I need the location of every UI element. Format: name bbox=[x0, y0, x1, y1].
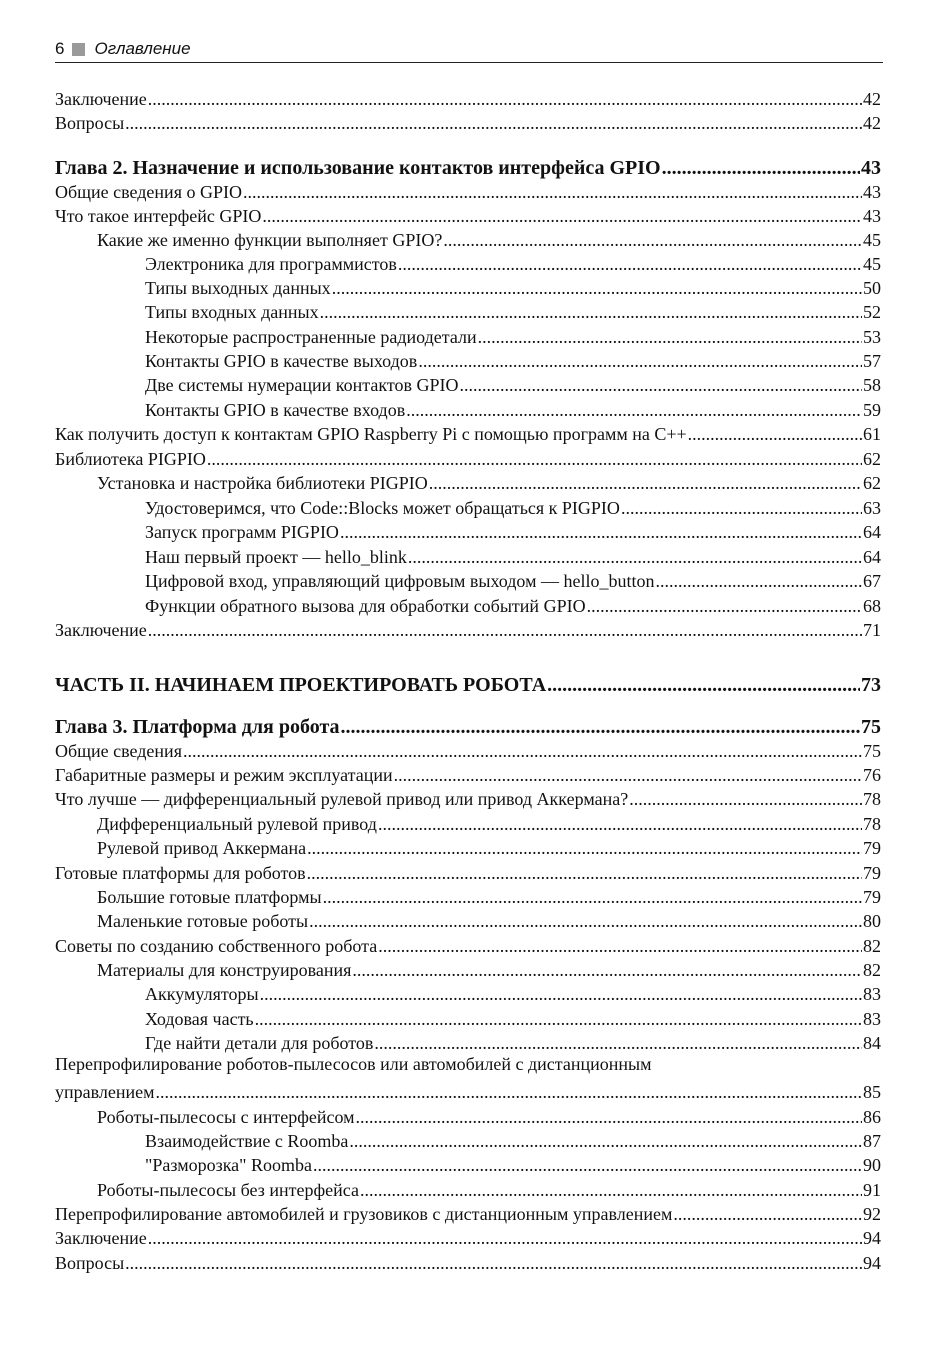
toc-page-number: 78 bbox=[863, 789, 881, 809]
toc-entry[interactable] bbox=[55, 225, 881, 251]
toc-entry[interactable] bbox=[55, 931, 881, 957]
toc-entry-title: Готовые платформы для роботов bbox=[55, 863, 306, 883]
toc-page-number: 43 bbox=[863, 206, 881, 226]
toc-entry[interactable] bbox=[55, 1102, 881, 1128]
dot-leader bbox=[688, 423, 862, 445]
dot-leader bbox=[340, 521, 862, 543]
toc-entry[interactable] bbox=[55, 566, 881, 592]
page-number: 6 bbox=[55, 39, 65, 58]
toc-page-number: 75 bbox=[861, 716, 881, 738]
toc-entry[interactable] bbox=[55, 615, 881, 641]
toc-page-number: 75 bbox=[863, 741, 881, 761]
toc-entry-title: Некоторые распространенные радиодетали bbox=[145, 327, 477, 347]
toc-heading[interactable] bbox=[55, 666, 881, 696]
dot-leader bbox=[655, 570, 862, 592]
toc-page-number: 80 bbox=[863, 911, 881, 931]
toc-page-number: 91 bbox=[863, 1180, 881, 1200]
toc-entry-title: Наш первый проект — hello_blink bbox=[145, 547, 407, 567]
toc-entry-title: Функции обратного вызова для обработки событий GPIO bbox=[145, 596, 586, 616]
toc-entry-title: Общие сведения о GPIO bbox=[55, 182, 242, 202]
toc-page-number: 73 bbox=[861, 674, 881, 696]
toc-page-number: 64 bbox=[863, 522, 881, 542]
toc-entry[interactable] bbox=[55, 273, 881, 299]
dot-leader bbox=[309, 910, 862, 932]
toc-entry-title: Глава 3. Платформа для робота bbox=[55, 716, 340, 738]
toc-entry-title: Удостоверимся, что Code::Blocks может обращаться к PIGPIO bbox=[145, 498, 620, 518]
toc-entry[interactable] bbox=[55, 736, 881, 762]
dot-leader bbox=[673, 1203, 862, 1225]
running-header bbox=[55, 36, 883, 63]
toc-entry[interactable] bbox=[55, 858, 881, 884]
toc-page-number: 61 bbox=[863, 424, 881, 444]
toc-page-number: 57 bbox=[863, 351, 881, 371]
toc-page-number: 71 bbox=[863, 620, 881, 640]
dot-leader bbox=[547, 674, 860, 696]
dot-leader bbox=[255, 1008, 862, 1030]
toc-entry-title: Что такое интерфейс GPIO bbox=[55, 206, 262, 226]
toc-entry[interactable] bbox=[55, 517, 881, 543]
toc-page-number: 94 bbox=[863, 1253, 881, 1273]
toc-page-number: 79 bbox=[863, 887, 881, 907]
dot-leader bbox=[243, 181, 862, 203]
toc-entry-title: Две системы нумерации контактов GPIO bbox=[145, 375, 459, 395]
dot-leader bbox=[429, 472, 862, 494]
toc-entry-title: Электроника для программистов bbox=[145, 254, 397, 274]
toc-page-number: 50 bbox=[863, 278, 881, 298]
toc-entry-title: Вопросы bbox=[55, 113, 125, 133]
dot-leader bbox=[356, 1106, 862, 1128]
toc-page-number: 78 bbox=[863, 814, 881, 834]
toc-entry-title: Большие готовые платформы bbox=[97, 887, 322, 907]
dot-leader bbox=[378, 935, 862, 957]
toc-entry-title: Вопросы bbox=[55, 1253, 125, 1273]
dot-leader bbox=[320, 301, 862, 323]
dot-leader bbox=[307, 862, 862, 884]
toc-entry[interactable] bbox=[55, 1150, 881, 1176]
toc-entry[interactable] bbox=[55, 760, 881, 786]
dot-leader bbox=[156, 1081, 862, 1103]
toc-entry-title: Контакты GPIO в качестве выходов bbox=[145, 351, 418, 371]
toc-entry-title: Советы по созданию собственного робота bbox=[55, 936, 378, 956]
toc-page-number: 82 bbox=[863, 960, 881, 980]
toc-entry-title: Заключение bbox=[55, 89, 147, 109]
toc-entry-title: Типы выходных данных bbox=[145, 278, 331, 298]
toc-entry[interactable] bbox=[55, 1223, 881, 1249]
dot-leader bbox=[398, 253, 862, 275]
toc-page-number: 82 bbox=[863, 936, 881, 956]
toc-entry[interactable] bbox=[55, 809, 881, 835]
toc-entry-title: ЧАСТЬ II. НАЧИНАЕМ ПРОЕКТИРОВАТЬ РОБОТА bbox=[55, 674, 547, 696]
toc-page-number: 53 bbox=[863, 327, 881, 347]
dot-leader bbox=[406, 399, 862, 421]
toc-entry[interactable] bbox=[55, 542, 881, 568]
toc-entry-title: Типы входных данных bbox=[145, 302, 319, 322]
dot-leader bbox=[313, 1154, 862, 1176]
dot-leader bbox=[443, 229, 862, 251]
toc-page-number: 83 bbox=[863, 1009, 881, 1029]
toc-entry-title: Ходовая часть bbox=[145, 1009, 254, 1029]
toc-entry[interactable] bbox=[55, 882, 881, 908]
toc-entry[interactable] bbox=[55, 322, 881, 348]
dot-leader bbox=[260, 983, 862, 1005]
toc-page-number: 84 bbox=[863, 1033, 881, 1053]
toc-entry-title: Библиотека PIGPIO bbox=[55, 449, 206, 469]
dot-leader bbox=[125, 1252, 862, 1274]
toc-entry-title: Как получить доступ к контактам GPIO Raspberry Pi с помощью программ на C++ bbox=[55, 424, 687, 444]
toc-entry[interactable] bbox=[55, 201, 881, 227]
toc-page-number: 43 bbox=[861, 157, 881, 179]
toc-page-number: 42 bbox=[863, 89, 881, 109]
toc-entry[interactable] bbox=[55, 249, 881, 275]
toc-page-number: 92 bbox=[863, 1204, 881, 1224]
toc-entry-title: Аккумуляторы bbox=[145, 984, 259, 1004]
toc-page-number: 79 bbox=[863, 863, 881, 883]
toc-entry-title: Общие сведения bbox=[55, 741, 182, 761]
dot-leader bbox=[323, 886, 862, 908]
toc-page-number: 62 bbox=[863, 473, 881, 493]
toc-page-number: 63 bbox=[863, 498, 881, 518]
toc-entry[interactable] bbox=[55, 1175, 881, 1201]
toc-page-number: 68 bbox=[863, 596, 881, 616]
dot-leader bbox=[148, 619, 862, 641]
toc-entry-title: Установка и настройка библиотеки PIGPIO bbox=[97, 473, 428, 493]
toc-entry-title: Где найти детали для роботов bbox=[145, 1033, 374, 1053]
dot-leader bbox=[183, 740, 862, 762]
toc-heading[interactable] bbox=[55, 708, 881, 738]
dot-leader bbox=[349, 1130, 862, 1152]
dot-leader bbox=[378, 813, 862, 835]
toc-page-number: 94 bbox=[863, 1228, 881, 1248]
toc-page-number: 85 bbox=[863, 1082, 881, 1102]
toc-page-number: 86 bbox=[863, 1107, 881, 1127]
toc-entry[interactable] bbox=[55, 906, 881, 932]
toc-entry-title: Что лучше — дифференциальный рулевой привод или привод Аккермана? bbox=[55, 789, 629, 809]
toc-entry-title: Какие же именно функции выполняет GPIO? bbox=[97, 230, 443, 250]
toc-page-number: 79 bbox=[863, 838, 881, 858]
toc-page-number: 45 bbox=[863, 230, 881, 250]
toc-page-number: 87 bbox=[863, 1131, 881, 1151]
dot-leader bbox=[360, 1179, 862, 1201]
dot-leader bbox=[408, 546, 862, 568]
toc-page-number: 76 bbox=[863, 765, 881, 785]
toc-entry[interactable] bbox=[55, 177, 881, 203]
toc-entry-title: Роботы-пылесосы с интерфейсом bbox=[97, 1107, 355, 1127]
toc-page-number: 42 bbox=[863, 113, 881, 133]
toc-entry-title: Глава 2. Назначение и использование контактов интерфейса GPIO bbox=[55, 157, 661, 179]
toc-page-number: 62 bbox=[863, 449, 881, 469]
toc-heading[interactable] bbox=[55, 149, 881, 179]
dot-leader bbox=[307, 837, 862, 859]
toc-page-number: 43 bbox=[863, 182, 881, 202]
dot-leader bbox=[662, 157, 860, 179]
dot-leader bbox=[148, 1227, 862, 1249]
toc-entry-title: Заключение bbox=[55, 620, 147, 640]
toc-entry[interactable] bbox=[55, 1248, 881, 1274]
dot-leader bbox=[148, 88, 862, 110]
dot-leader bbox=[478, 326, 862, 348]
toc-entry[interactable] bbox=[55, 84, 881, 110]
toc-entry-title: Роботы-пылесосы без интерфейса bbox=[97, 1180, 359, 1200]
toc-entry[interactable] bbox=[55, 955, 881, 981]
toc-entry-title: Рулевой привод Аккермана bbox=[97, 838, 307, 858]
toc-entry-title: Габаритные размеры и режим эксплуатации bbox=[55, 765, 393, 785]
toc-page-number: 64 bbox=[863, 547, 881, 567]
toc-entry-title: Запуск программ PIGPIO bbox=[145, 522, 339, 542]
dot-leader bbox=[629, 788, 862, 810]
toc-entry[interactable] bbox=[55, 1004, 881, 1030]
toc-page-number: 58 bbox=[863, 375, 881, 395]
toc-entry-title: Взаимодействие с Roomba bbox=[145, 1131, 349, 1151]
toc-entry[interactable] bbox=[55, 1126, 881, 1152]
dot-leader bbox=[587, 595, 862, 617]
dot-leader bbox=[418, 350, 862, 372]
toc-entry[interactable] bbox=[55, 444, 881, 470]
toc-entry-title: Перепрофилирование автомобилей и грузовиков с дистанционным управлением bbox=[55, 1204, 673, 1224]
toc-entry[interactable] bbox=[55, 108, 881, 134]
toc-entry[interactable] bbox=[55, 979, 881, 1005]
dot-leader bbox=[341, 716, 860, 738]
toc-entry[interactable] bbox=[55, 297, 881, 323]
toc-page-number: 45 bbox=[863, 254, 881, 274]
toc-entry[interactable] bbox=[55, 419, 881, 445]
dot-leader bbox=[207, 448, 862, 470]
toc-page-number: 83 bbox=[863, 984, 881, 1004]
dot-leader bbox=[621, 497, 862, 519]
toc-entry[interactable] bbox=[55, 395, 881, 421]
toc-entry-title: управлением bbox=[55, 1082, 155, 1102]
toc-entry-title: Цифровой вход, управляющий цифровым выходом — hello_button bbox=[145, 571, 655, 591]
dot-leader bbox=[332, 277, 862, 299]
toc-entry[interactable] bbox=[55, 784, 881, 810]
toc-page-number: 52 bbox=[863, 302, 881, 322]
toc-entry-title: Контакты GPIO в качестве входов bbox=[145, 400, 406, 420]
toc-entry-title: Дифференциальный рулевой привод bbox=[97, 814, 377, 834]
dot-leader bbox=[459, 374, 862, 396]
toc-page-number: 59 bbox=[863, 400, 881, 420]
header-title: Оглавление bbox=[94, 39, 191, 58]
toc-page-number: 67 bbox=[863, 571, 881, 591]
toc-page-number: 90 bbox=[863, 1155, 881, 1175]
toc-entry[interactable] bbox=[55, 1199, 881, 1225]
toc-entry-title: "Разморозка" Roomba bbox=[145, 1155, 313, 1175]
toc-entry-title: Маленькие готовые роботы bbox=[97, 911, 309, 931]
dot-leader bbox=[352, 959, 862, 981]
toc-entry-wrapped-line: Перепрофилирование роботов-пылесосов или автомобилей с дистанционным bbox=[55, 1054, 652, 1074]
toc-entry-title: Заключение bbox=[55, 1228, 147, 1248]
toc-entry[interactable] bbox=[55, 493, 881, 519]
toc-entry[interactable] bbox=[55, 833, 881, 859]
dot-leader bbox=[394, 764, 862, 786]
dot-leader bbox=[125, 112, 862, 134]
header-square-marker bbox=[72, 43, 85, 56]
toc-entry[interactable] bbox=[55, 591, 881, 617]
toc-entry[interactable] bbox=[55, 1077, 881, 1103]
toc-entry[interactable] bbox=[55, 370, 881, 396]
toc-entry-title: Материалы для конструирования bbox=[97, 960, 352, 980]
dot-leader bbox=[262, 205, 862, 227]
toc-entry[interactable] bbox=[55, 346, 881, 372]
toc-entry[interactable] bbox=[55, 468, 881, 494]
